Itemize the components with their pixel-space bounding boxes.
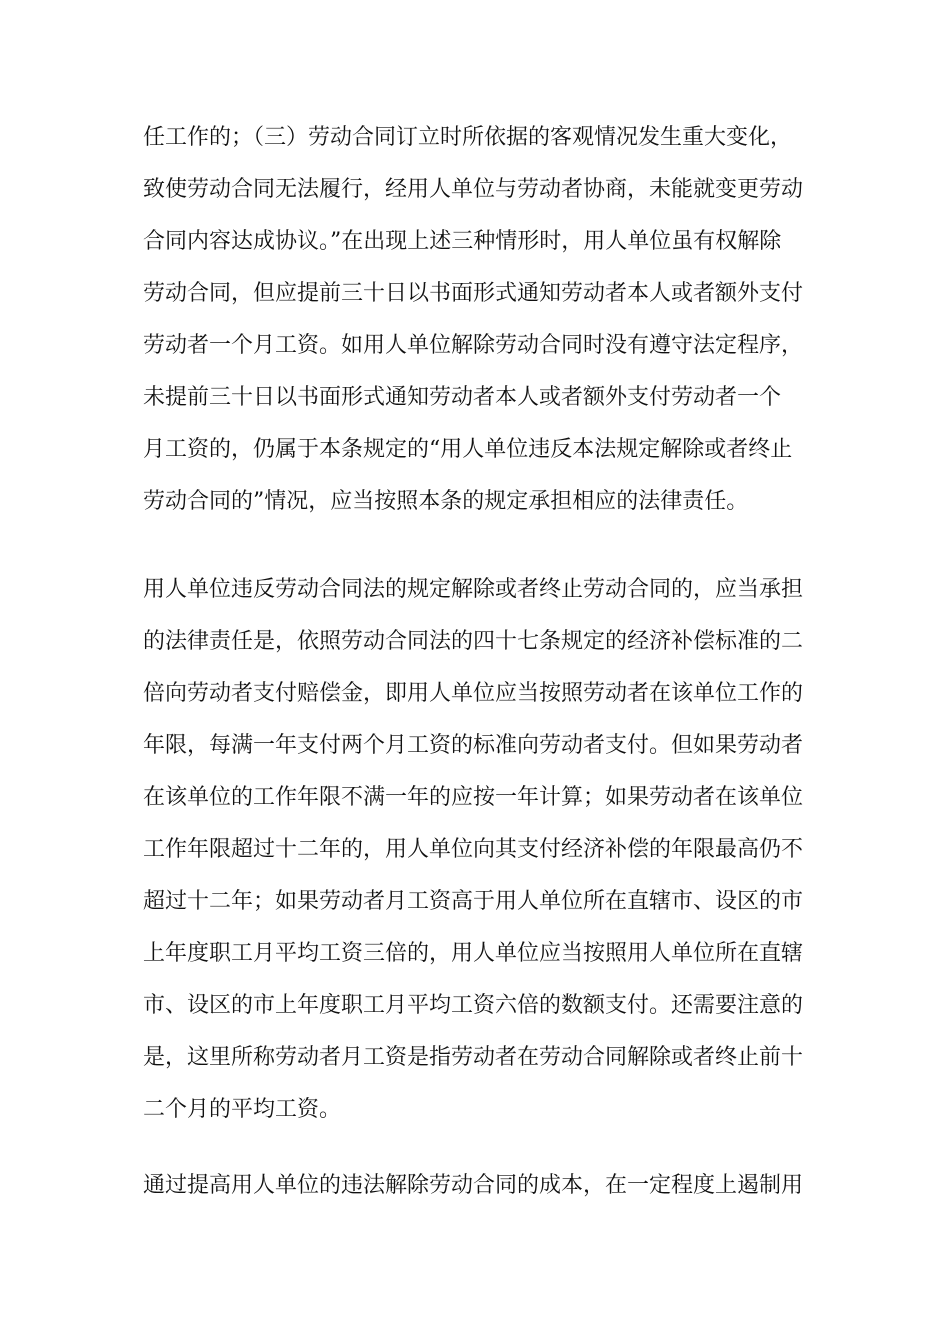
text-line: 用人单位违反劳动合同法的规定解除或者终止劳动合同的，应当承担	[143, 577, 804, 602]
text-line: 通过提高用人单位的违法解除劳动合同的成本，在一定程度上遏制用	[143, 1173, 804, 1198]
text-line: 劳动合同，但应提前三十日以书面形式通知劳动者本人或者额外支付	[143, 281, 804, 306]
paragraph-2	[143, 564, 813, 1136]
text-line: 是，这里所称劳动者月工资是指劳动者在劳动合同解除或者终止前十	[143, 1045, 804, 1070]
text-line: 任工作的；（三）劳动合同订立时所依据的客观情况发生重大变化，	[143, 125, 793, 150]
text-line: 工作年限超过十二年的，用人单位向其支付经济补偿的年限最高仍不	[143, 837, 804, 862]
text-line: 市、设区的市上年度职工月平均工资六倍的数额支付。还需要注意的	[143, 993, 804, 1018]
text-line: 超过十二年；如果劳动者月工资高于用人单位所在直辖市、设区的市	[143, 889, 804, 914]
text-line: 月工资的，仍属于本条规定的“用人单位违反本法规定解除或者终止	[143, 437, 793, 462]
text-line: 劳动合同的”情况，应当按照本条的规定承担相应的法律责任。	[143, 489, 749, 514]
text-line: 在该单位的工作年限不满一年的应按一年计算；如果劳动者在该单位	[143, 785, 804, 810]
text-line: 倍向劳动者支付赔偿金，即用人单位应当按照劳动者在该单位工作的	[143, 681, 804, 706]
paragraph-1	[143, 112, 813, 528]
text-line: 致使劳动合同无法履行，经用人单位与劳动者协商，未能就变更劳动	[143, 177, 804, 202]
text-line: 劳动者一个月工资。如用人单位解除劳动合同时没有遵守法定程序，	[143, 333, 804, 358]
text-line: 的法律责任是，依照劳动合同法的四十七条规定的经济补偿标准的二	[143, 629, 804, 654]
text-line: 未提前三十日以书面形式通知劳动者本人或者额外支付劳动者一个	[143, 385, 782, 410]
text-line: 年限，每满一年支付两个月工资的标准向劳动者支付。但如果劳动者	[143, 733, 804, 758]
paragraph-3	[143, 1160, 813, 1212]
text-line: 合同内容达成协议。”在出现上述三种情形时，用人单位虽有权解除	[143, 229, 782, 254]
text-line: 上年度职工月平均工资三倍的，用人单位应当按照用人单位所在直辖	[143, 941, 804, 966]
text-line: 二个月的平均工资。	[143, 1097, 342, 1122]
